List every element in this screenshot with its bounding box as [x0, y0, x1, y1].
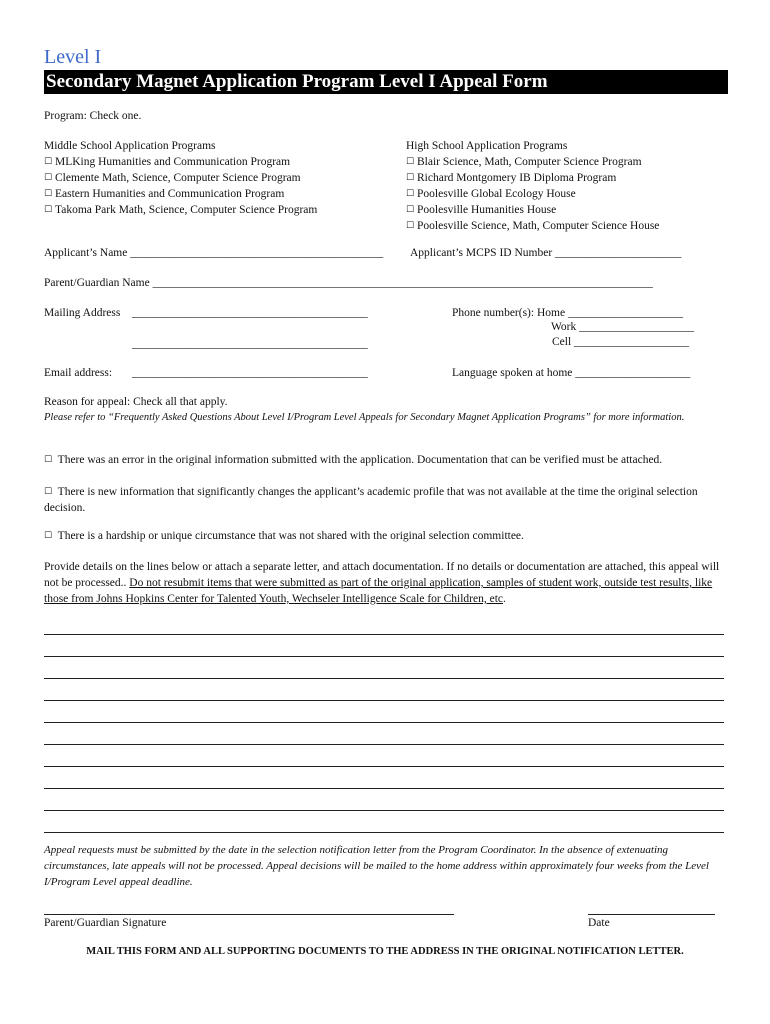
checkbox-icon[interactable]: ☐ — [406, 189, 415, 199]
parent-name-field[interactable]: Parent/Guardian Name _______________________________________________________________________________________ — [44, 277, 653, 289]
checkbox-icon[interactable]: ☐ — [44, 531, 53, 541]
reason-option-row[interactable] — [44, 530, 524, 542]
ms-option-label: Clemente Math, Science, Computer Science Program — [55, 172, 301, 184]
middle-school-heading: Middle School Application Programs — [44, 140, 216, 152]
details-end: . — [503, 593, 506, 605]
ms-option-row[interactable] — [44, 202, 317, 218]
checkbox-icon[interactable]: ☐ — [44, 205, 53, 215]
checkbox-icon[interactable]: ☐ — [44, 487, 53, 497]
details-line[interactable] — [44, 656, 724, 657]
deadline-note: Appeal requests must be submitted by the date in the selection notification letter from the Program Coordinator. In the absence of extenuating circumstances, late appeals will not be processed. Appeal decisions will be mailed to the home address within approximately four weeks from the Level I/Program Level appeal deadline. — [44, 844, 709, 888]
hs-option-row[interactable] — [406, 154, 659, 170]
hs-option-label: Richard Montgomery IB Diploma Program — [417, 172, 617, 184]
hs-option-label: Blair Science, Math, Computer Science Program — [417, 156, 642, 168]
ms-option-row[interactable] — [44, 154, 317, 170]
reason-option-label: There is a hardship or unique circumstance that was not shared with the original selection committee. — [57, 530, 524, 542]
hs-option-row[interactable] — [406, 202, 659, 218]
reason-option-label: There was an error in the original information submitted with the application. Documentation that can be verified must be attached. — [57, 454, 663, 466]
phone-home-field[interactable]: Phone number(s): Home ____________________ — [452, 307, 683, 319]
details-line[interactable] — [44, 722, 724, 723]
mailing-address-line[interactable]: _________________________________________ — [132, 307, 368, 319]
date-line[interactable] — [588, 914, 715, 915]
mcps-id-field[interactable]: Applicant’s MCPS ID Number ______________________ — [410, 247, 682, 259]
ms-option-row[interactable] — [44, 186, 317, 202]
details-line[interactable] — [44, 678, 724, 679]
details-text: Provide details on the lines below or attach a separate letter, and attach documentation. If no details or documentation are attached, this appeal will not be processed.. — [44, 561, 720, 589]
hs-option-row[interactable] — [406, 186, 659, 202]
language-field[interactable]: Language spoken at home ____________________ — [452, 367, 691, 379]
middle-school-programs — [44, 138, 317, 218]
reason-heading: Reason for appeal: Check all that apply. — [44, 396, 228, 408]
form-title: Secondary Magnet Application Program Level I Appeal Form — [46, 71, 548, 92]
program-prompt: Program: Check one. — [44, 110, 142, 122]
checkbox-icon[interactable]: ☐ — [44, 455, 53, 465]
details-line[interactable] — [44, 832, 724, 833]
details-line[interactable] — [44, 788, 724, 789]
checkbox-icon[interactable]: ☐ — [406, 157, 415, 167]
phone-work-field[interactable]: Work ____________________ — [551, 321, 695, 333]
hs-option-row[interactable] — [406, 170, 659, 186]
details-instructions — [44, 559, 726, 607]
checkbox-icon[interactable]: ☐ — [406, 173, 415, 183]
phone-cell-field[interactable]: Cell ____________________ — [552, 336, 690, 348]
ms-option-label: Eastern Humanities and Communication Program — [55, 188, 285, 200]
high-school-programs — [406, 138, 659, 234]
signature-label: Parent/Guardian Signature — [44, 917, 167, 929]
signature-line[interactable] — [44, 914, 454, 915]
reason-note: Please refer to “Frequently Asked Questions About Level I/Program Level Appeals for Secondary Magnet Application Programs” for more information. — [44, 412, 685, 423]
mailing-address-label: Mailing Address — [44, 307, 121, 319]
details-line[interactable] — [44, 744, 724, 745]
details-warning: Do not resubmit items that were submitted as part of the original application, samples of student work, outside test results, like those from Johns Hopkins Center for Talented Youth, Wechseler Intelligence Scale for Children, etc — [44, 577, 713, 605]
hs-option-row[interactable] — [406, 218, 659, 234]
mailing-address-line[interactable]: _________________________________________ — [132, 338, 368, 350]
details-line[interactable] — [44, 700, 724, 701]
hs-option-label: Poolesville Humanities House — [417, 204, 557, 216]
reason-option-row[interactable] — [44, 484, 728, 516]
hs-option-label: Poolesville Science, Math, Computer Science House — [417, 220, 660, 232]
reason-option-row[interactable] — [44, 454, 662, 466]
ms-option-label: MLKing Humanities and Communication Program — [55, 156, 291, 168]
reason-option-label: There is new information that significantly changes the applicant’s academic profile that was not available at the time the original selection decision. — [44, 486, 698, 514]
details-line[interactable] — [44, 634, 724, 635]
checkbox-icon[interactable]: ☐ — [406, 221, 415, 231]
details-line[interactable] — [44, 766, 724, 767]
date-label: Date — [588, 917, 610, 929]
title-bar — [44, 70, 728, 94]
applicant-name-field[interactable]: Applicant’s Name ____________________________________________ — [44, 247, 384, 259]
ms-option-row[interactable] — [44, 170, 317, 186]
details-line[interactable] — [44, 810, 724, 811]
ms-option-label: Takoma Park Math, Science, Computer Science Program — [55, 204, 318, 216]
checkbox-icon[interactable]: ☐ — [44, 173, 53, 183]
checkbox-icon[interactable]: ☐ — [406, 205, 415, 215]
mailing-instructions: MAIL THIS FORM AND ALL SUPPORTING DOCUMENTS TO THE ADDRESS IN THE ORIGINAL NOTIFICATION LETTER. — [86, 946, 684, 957]
checkbox-icon[interactable]: ☐ — [44, 189, 53, 199]
email-label: Email address: — [44, 367, 113, 379]
checkbox-icon[interactable]: ☐ — [44, 157, 53, 167]
high-school-heading: High School Application Programs — [406, 140, 568, 152]
hs-option-label: Poolesville Global Ecology House — [417, 188, 576, 200]
email-field[interactable]: _________________________________________ — [132, 367, 368, 379]
level-heading: Level I — [44, 46, 102, 68]
